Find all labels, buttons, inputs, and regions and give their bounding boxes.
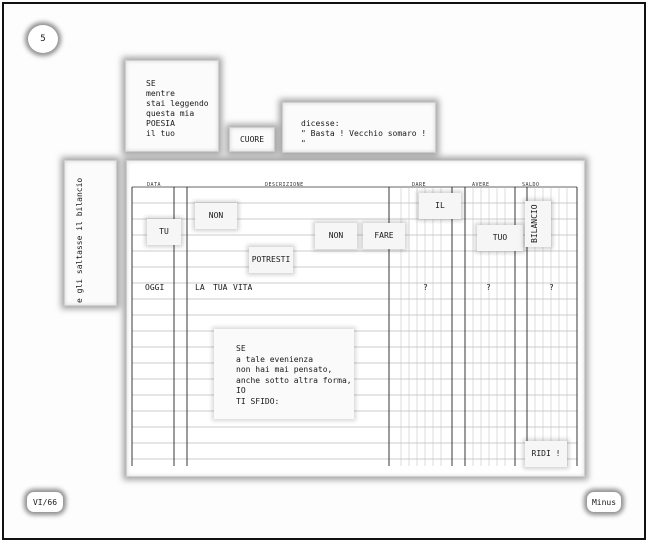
se-line: stai leggendo <box>146 99 209 108</box>
word-non-2: NON <box>328 231 344 240</box>
header-avere: AVERE <box>472 182 490 188</box>
se-line: mentre <box>146 89 175 98</box>
challenge-card <box>214 329 354 419</box>
page-number: 5 <box>40 34 46 44</box>
se-line: il tuo <box>146 129 175 138</box>
dicesse-line: dicesse: <box>301 119 340 128</box>
header-dare: DARE <box>412 182 427 188</box>
word-tag-potresti <box>249 247 293 273</box>
word-tu: TU <box>159 227 169 236</box>
poem-card-se <box>125 60 219 152</box>
word-tuo: TUO <box>492 233 508 242</box>
challenge-line: SE <box>236 344 246 353</box>
footer-code-badge <box>27 492 63 512</box>
se-line: questa mia <box>146 109 195 118</box>
word-tag-fare <box>363 223 405 249</box>
cuore-label: CUORE <box>239 134 265 144</box>
word-tag-non <box>195 203 237 229</box>
challenge-line: IO <box>236 386 246 395</box>
word-potresti: POTRESTI <box>251 255 291 264</box>
page-number-badge <box>28 25 58 53</box>
word-tag-il <box>419 193 461 219</box>
question-avere: ? <box>486 283 491 292</box>
word-la: LA <box>195 283 205 292</box>
word-tag-non-2 <box>315 223 357 249</box>
word-vita: VITA <box>233 283 253 292</box>
word-il: IL <box>435 201 445 210</box>
ledger-sheet <box>126 160 585 477</box>
word-oggi: OGGI <box>145 283 165 292</box>
word-tag-tuo <box>477 225 523 251</box>
question-dare: ? <box>423 283 428 292</box>
word-tag-tu <box>147 219 181 245</box>
header-saldo: SALDO <box>522 182 540 188</box>
footer-code: VI/66 <box>32 497 58 507</box>
cuore-card <box>229 127 275 152</box>
challenge-line: a tale evenienza <box>236 354 314 364</box>
dicesse-card <box>282 102 436 153</box>
dicesse-line: " Basta ! Vecchio somaro ! " <box>301 129 427 148</box>
challenge-line: TI SFIDO: <box>236 396 280 406</box>
header-data: DATA <box>147 182 162 188</box>
word-tag-ridi <box>525 441 567 467</box>
question-saldo: ? <box>549 283 554 292</box>
author-name: Minus <box>591 497 617 507</box>
side-card <box>64 160 117 306</box>
word-non: NON <box>208 211 224 220</box>
word-tua: TUA <box>213 283 228 292</box>
word-ridi: RIDI ! <box>531 449 561 458</box>
challenge-line: non hai mai pensato, <box>236 365 333 374</box>
header-descrizione: DESCRIZIONE <box>265 182 304 188</box>
word-bilancio: BILANCIO <box>530 204 539 243</box>
word-fare: FARE <box>374 231 394 240</box>
se-line: POESIA <box>146 119 175 128</box>
author-badge <box>587 492 621 512</box>
side-text: e gli saltasse il bilancio <box>75 177 84 303</box>
challenge-line: anche sotto altra forma, <box>236 375 352 385</box>
se-line: SE <box>146 79 156 88</box>
